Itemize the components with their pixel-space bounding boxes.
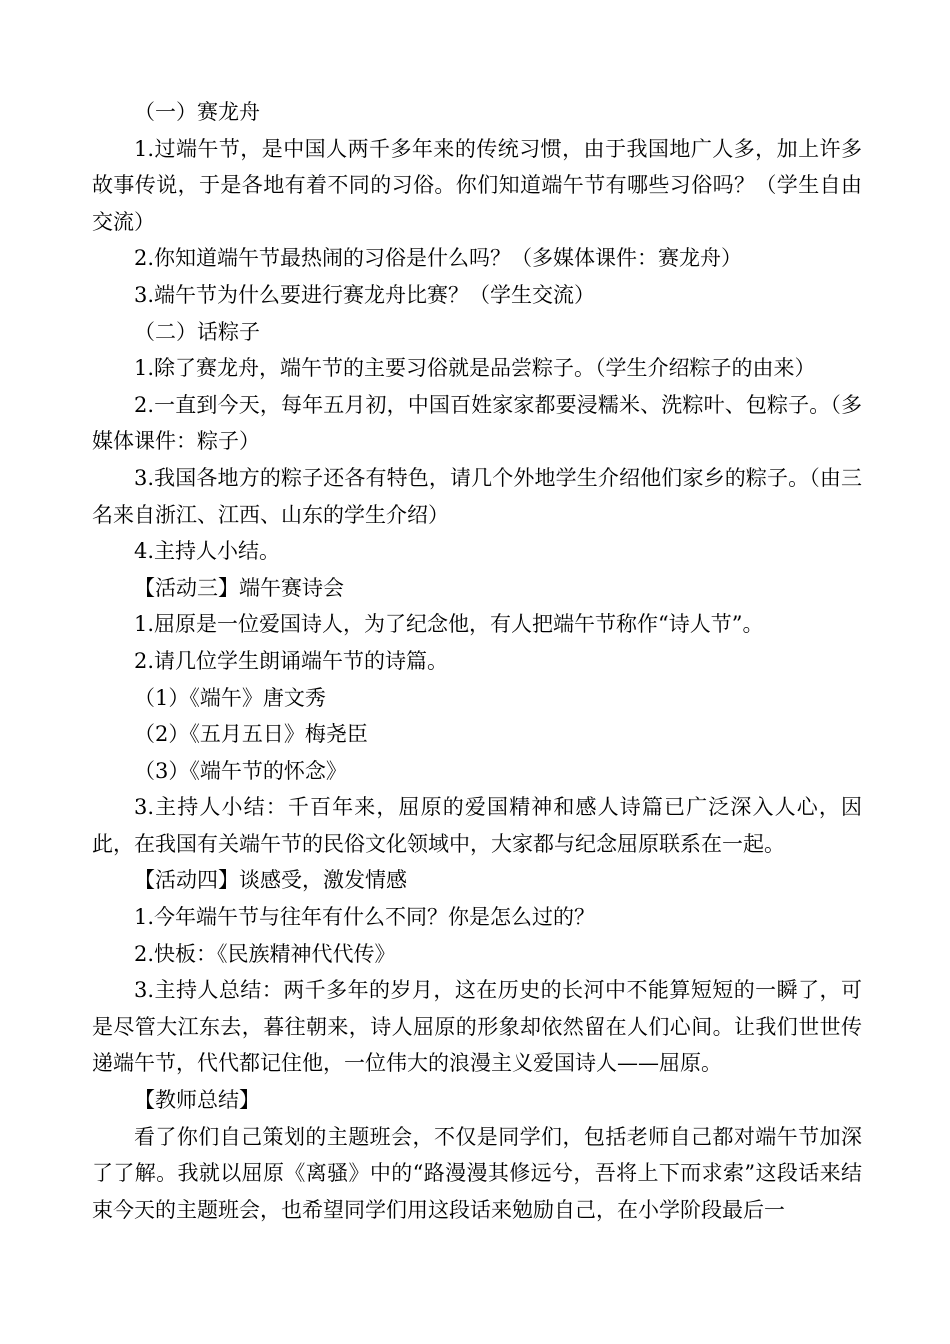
paragraph-host-summary-1: 4.主持人小结。 bbox=[134, 539, 281, 564]
paragraph-qu-yuan-poet: 1.屈原是一位爱国诗人，为了纪念他，有人把端午节称作“诗人节”。 bbox=[134, 612, 764, 637]
paragraph-host-conclusion: 3.主持人总结：两千多年的岁月，这在历史的长河中不能算短短的一瞬了，可是尽管大江东去，暮往朝来，诗人屈原的形象却依然留在人们心间。让我们世世传递端午节，代代都记住他，一位伟大的浪漫主义爱国诗人——屈原。 bbox=[92, 978, 862, 1076]
paragraph-regional-zongzi: 3.我国各地方的粽子还各有特色，请几个外地学生介绍他们家乡的粽子。（由三名来自浙江、江西、山东的学生介绍） bbox=[92, 465, 862, 527]
poem-item-2: （2）《五月五日》梅尧臣 bbox=[134, 722, 368, 747]
paragraph-zongzi-making: 2.一直到今天，每年五月初，中国百姓家家都要浸糯米、洗粽叶、包粽子。（多媒体课件：粽子） bbox=[92, 392, 862, 454]
paragraph-customs-question: 1.过端午节，是中国人两千多年来的传统习惯，由于我国地广人多，加上许多故事传说，于是各地有着不同的习俗。你们知道端午节有哪些习俗吗？（学生自由交流） bbox=[92, 136, 862, 234]
paragraph-host-summary-2: 3.主持人小结：千百年来，屈原的爱国精神和感人诗篇已广泛深入人心，因此，在我国有关端午节的民俗文化领域中，大家都与纪念屈原联系在一起。 bbox=[92, 795, 862, 856]
poem-item-3: （3）《端午节的怀念》 bbox=[134, 758, 347, 783]
section-heading-zongzi: （二）话粽子 bbox=[134, 319, 260, 344]
paragraph-kuaiban: 2.快板：《民族精神代代传》 bbox=[134, 941, 396, 966]
paragraph-teacher-summary: 看了你们自己策划的主题班会，不仅是同学们，包括老师自己都对端午节加深了了解。我就以屈原《离骚》中的“路漫漫其修远兮，吾将上下而求索”这段话来结束今天的主题班会，也希望同学们用这段话来勉励自己，在小学阶段最后一 bbox=[92, 1124, 862, 1222]
document-page bbox=[92, 94, 862, 1228]
paragraph-why-dragon-boat: 3.端午节为什么要进行赛龙舟比赛？（学生交流） bbox=[134, 282, 596, 307]
section-heading-teacher-summary: 【教师总结】 bbox=[134, 1088, 260, 1113]
section-heading-activity-three: 【活动三】端午赛诗会 bbox=[134, 575, 344, 600]
section-heading-dragon-boat: （一）赛龙舟 bbox=[134, 100, 260, 124]
paragraph-liveliest-custom: 2.你知道端午节最热闹的习俗是什么吗？（多媒体课件：赛龙舟） bbox=[134, 246, 743, 271]
section-heading-activity-four: 【活动四】谈感受，激发情感 bbox=[134, 868, 407, 893]
paragraph-zongzi-custom: 1.除了赛龙舟，端午节的主要习俗就是品尝粽子。（学生介绍粽子的由来） bbox=[134, 356, 816, 381]
paragraph-recite-poems: 2.请几位学生朗诵端午节的诗篇。 bbox=[134, 648, 449, 673]
poem-item-1: （1）《端午》唐文秀 bbox=[134, 685, 326, 710]
paragraph-this-year: 1.今年端午节与往年有什么不同？你是怎么过的？ bbox=[134, 905, 596, 930]
